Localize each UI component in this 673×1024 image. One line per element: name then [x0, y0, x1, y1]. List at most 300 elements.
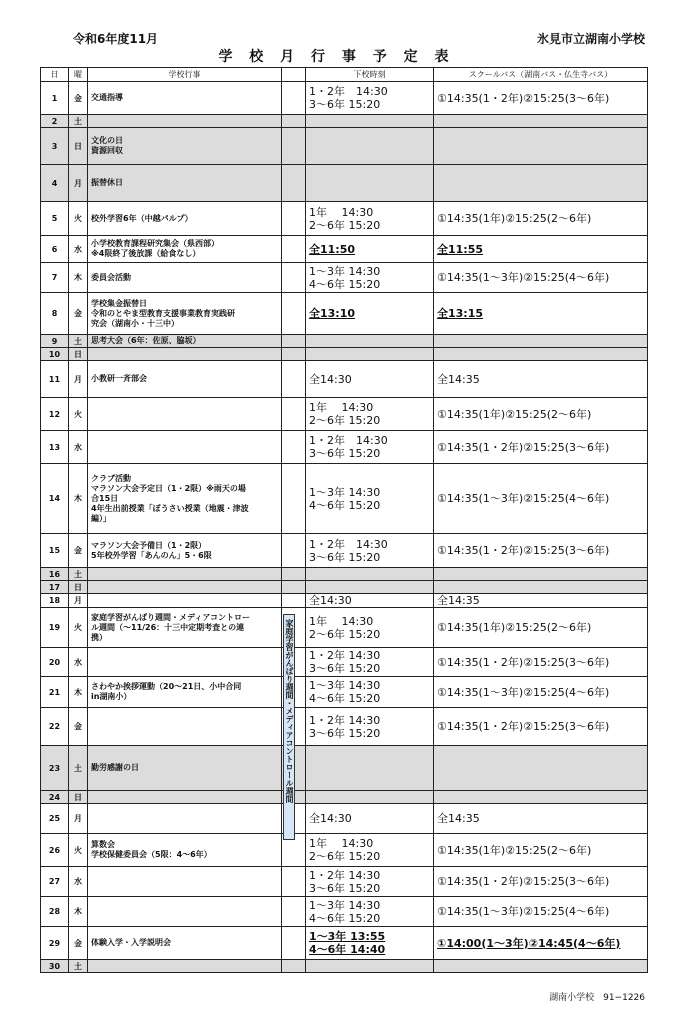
event-cell	[88, 791, 282, 804]
col-header-day: 日	[41, 68, 69, 82]
dismissal-cell	[306, 608, 434, 648]
day-cell	[41, 464, 69, 534]
day-cell	[41, 361, 69, 398]
dow-cell	[69, 128, 88, 165]
dow-cell-text: 水	[74, 657, 82, 667]
dow-cell-text: 火	[74, 623, 82, 632]
bus-cell-text: ①14:35(1・2年)②15:25(3〜6年)	[437, 544, 610, 557]
table-row	[41, 608, 648, 648]
bus-cell	[434, 897, 648, 927]
dow-cell-text: 土	[74, 763, 82, 773]
dow-cell	[69, 960, 88, 973]
day-cell-text: 3	[51, 141, 58, 151]
dismissal-cell-text: 全13:10	[309, 307, 356, 320]
bus-cell	[434, 834, 648, 867]
bus-cell-text: 全11:55	[437, 242, 484, 256]
dow-cell-text: 火	[74, 845, 82, 855]
bus-cell-text: ①14:35(1〜3年)②15:25(4〜6年)	[437, 271, 610, 284]
day-cell	[41, 834, 69, 867]
day-cell-text: 10	[48, 349, 61, 359]
bus-cell	[434, 236, 648, 263]
day-cell-text: 8	[51, 309, 58, 318]
dow-cell	[69, 746, 88, 791]
bus-cell-text: ①14:35(1〜3年)②15:25(4〜6年)	[437, 905, 610, 918]
table-row	[41, 165, 648, 202]
bus-cell	[434, 202, 648, 236]
dismissal-cell	[306, 82, 434, 115]
banner-cell	[282, 568, 306, 581]
table-row	[41, 398, 648, 431]
bus-cell	[434, 82, 648, 115]
table-row	[41, 927, 648, 960]
dow-cell	[69, 594, 88, 608]
dow-cell-text: 木	[74, 273, 82, 282]
day-cell	[41, 165, 69, 202]
dow-cell	[69, 608, 88, 648]
banner-cell	[282, 594, 306, 608]
table-row	[41, 791, 648, 804]
bus-cell	[434, 464, 648, 534]
event-cell	[88, 398, 282, 431]
day-cell-text: 13	[48, 442, 61, 452]
dismissal-cell	[306, 897, 434, 927]
banner-cell	[282, 960, 306, 973]
event-cell	[88, 534, 282, 568]
bus-cell	[434, 791, 648, 804]
dismissal-cell	[306, 263, 434, 293]
day-cell-text: 18	[48, 596, 61, 605]
bus-cell-text: ①14:35(1年)②15:25(2〜6年)	[437, 212, 592, 225]
dismissal-cell-text: 1・2年 14:30 3〜6年 15:20	[309, 649, 381, 675]
dismissal-cell-text: 全14:30	[309, 372, 352, 386]
dismissal-cell	[306, 115, 434, 128]
bus-cell	[434, 804, 648, 834]
dow-cell-text: 金	[74, 93, 82, 103]
dow-cell-text: 土	[74, 569, 82, 579]
event-cell	[88, 677, 282, 708]
event-cell-text: 算数会 学校保健委員会（5限：4〜6年）	[91, 840, 212, 859]
bus-cell	[434, 677, 648, 708]
bus-cell	[434, 594, 648, 608]
bus-cell	[434, 960, 648, 973]
bus-cell-text: ①14:35(1・2年)②15:25(3〜6年)	[437, 720, 610, 733]
dismissal-cell	[306, 165, 434, 202]
event-cell	[88, 897, 282, 927]
table-row	[41, 867, 648, 897]
bus-cell	[434, 746, 648, 791]
table-row	[41, 263, 648, 293]
dow-cell-text: 水	[74, 442, 82, 452]
event-cell	[88, 464, 282, 534]
day-cell-text: 21	[48, 687, 61, 697]
day-cell-text: 11	[48, 374, 61, 384]
dow-cell	[69, 165, 88, 202]
day-cell	[41, 568, 69, 581]
bus-cell	[434, 398, 648, 431]
dismissal-cell	[306, 581, 434, 594]
dow-cell-text: 日	[74, 792, 82, 802]
banner-cell	[282, 348, 306, 361]
banner-text: 家庭学習がんばり週間・メディアコントロール週間	[285, 619, 294, 803]
dow-cell-text: 日	[74, 349, 82, 359]
bus-cell	[434, 115, 648, 128]
dismissal-cell	[306, 335, 434, 348]
event-cell	[88, 293, 282, 335]
schedule-table	[40, 67, 648, 973]
dow-cell	[69, 236, 88, 263]
event-cell-text: 思考大会（6年：佐原、脇坂）	[91, 336, 201, 345]
event-cell	[88, 927, 282, 960]
dow-cell	[69, 431, 88, 464]
dow-cell	[69, 361, 88, 398]
table-row	[41, 534, 648, 568]
dismissal-cell-text: 1・2年 14:30 3〜6年 15:20	[309, 713, 381, 740]
event-cell	[88, 361, 282, 398]
page-title: 学 校 月 行 事 予 定 表	[218, 49, 455, 65]
event-cell-text: 学校集金振替日 令和のとやま型教育支援事業教育実践研 究会（湖南小・十三中）	[91, 298, 235, 328]
event-cell	[88, 115, 282, 128]
event-cell-text: 振替休日	[91, 178, 123, 187]
event-cell	[88, 594, 282, 608]
event-cell-text: 小学校教育課程研究集会（県西部） ※4限終了後放課（給食なし）	[91, 239, 219, 258]
dow-cell-text: 火	[74, 409, 82, 419]
bus-cell	[434, 568, 648, 581]
day-cell-text: 16	[48, 569, 61, 579]
event-cell	[88, 128, 282, 165]
dismissal-cell	[306, 348, 434, 361]
dismissal-cell	[306, 791, 434, 804]
dow-cell	[69, 115, 88, 128]
dismissal-cell-text: 全14:30	[309, 594, 352, 607]
bus-cell	[434, 335, 648, 348]
banner-cell	[282, 897, 306, 927]
event-cell-text: 家庭学習がんばり週間・メディアコントロー ル週間（〜11/26：十三中定期考査との連 携）	[91, 612, 250, 642]
day-cell-text: 26	[48, 845, 61, 855]
day-cell	[41, 648, 69, 677]
day-cell-text: 22	[48, 722, 61, 731]
dismissal-cell	[306, 128, 434, 165]
dow-cell	[69, 263, 88, 293]
day-cell	[41, 804, 69, 834]
event-cell	[88, 431, 282, 464]
bus-cell-text: ①14:35(1年)②15:25(2〜6年)	[437, 843, 592, 857]
bus-cell	[434, 348, 648, 361]
event-cell	[88, 608, 282, 648]
dow-cell-text: 土	[74, 961, 82, 971]
dow-cell-text: 木	[74, 687, 82, 697]
table-row	[41, 677, 648, 708]
event-cell-text: クラブ活動 マラソン大会予定日（1・2限）※雨天の場 合15日 4年生出前授業「ぼうさい授業（地震・津波 編）」	[91, 473, 249, 523]
bus-cell-text: ①14:00(1〜3年)②14:45(4〜6年)	[437, 936, 621, 950]
bus-cell	[434, 608, 648, 648]
school-name: 氷見市立湖南小学校	[536, 32, 645, 46]
day-cell	[41, 534, 69, 568]
dismissal-cell	[306, 960, 434, 973]
table-row	[41, 464, 648, 534]
dow-cell	[69, 927, 88, 960]
event-cell	[88, 708, 282, 746]
dow-cell	[69, 398, 88, 431]
day-cell	[41, 581, 69, 594]
dismissal-cell-text: 1年 14:30 2〜6年 15:20	[309, 205, 381, 232]
dismissal-cell-text: 1・2年 14:30 3〜6年 15:20	[309, 537, 388, 564]
bus-cell	[434, 534, 648, 568]
dow-cell-text: 土	[74, 336, 82, 346]
day-cell-text: 14	[48, 494, 61, 503]
dow-cell-text: 木	[74, 494, 82, 503]
bus-cell	[434, 263, 648, 293]
day-cell	[41, 677, 69, 708]
dismissal-cell	[306, 867, 434, 897]
banner-cell	[282, 263, 306, 293]
bus-cell	[434, 361, 648, 398]
banner-cell	[282, 115, 306, 128]
day-cell	[41, 128, 69, 165]
table-row	[41, 897, 648, 927]
bus-cell-text: ①14:35(1・2年)②15:25(3〜6年)	[437, 655, 610, 669]
dow-cell	[69, 82, 88, 115]
day-cell-text: 19	[48, 623, 61, 632]
event-cell	[88, 834, 282, 867]
dismissal-cell	[306, 927, 434, 960]
event-cell	[88, 236, 282, 263]
period-label: 令和6年度11月	[73, 32, 159, 46]
dow-cell-text: 月	[74, 596, 82, 605]
dow-cell	[69, 867, 88, 897]
day-cell-text: 27	[48, 877, 61, 886]
bus-cell	[434, 648, 648, 677]
day-cell	[41, 202, 69, 236]
bus-cell-text: ①14:35(1年)②15:25(2〜6年)	[437, 621, 592, 634]
dismissal-cell-text: 1年 14:30 2〜6年 15:20	[309, 837, 381, 863]
dismissal-cell	[306, 293, 434, 335]
dismissal-cell	[306, 648, 434, 677]
dismissal-cell	[306, 594, 434, 608]
banner-cell	[282, 335, 306, 348]
dismissal-cell-text: 1・2年 14:30 3〜6年 15:20	[309, 868, 381, 895]
dismissal-cell	[306, 431, 434, 464]
bus-cell-text: ①14:35(1〜3年)②15:25(4〜6年)	[437, 492, 610, 505]
dow-cell	[69, 897, 88, 927]
day-cell-text: 25	[48, 814, 61, 823]
day-cell	[41, 236, 69, 263]
dismissal-cell-text: 1〜3年 14:30 4〜6年 15:20	[309, 264, 381, 291]
dow-cell-text: 水	[74, 244, 82, 254]
bus-cell-text: ①14:35(1〜3年)②15:25(4〜6年)	[437, 685, 610, 699]
bus-cell-text: 全14:35	[437, 812, 480, 825]
day-cell	[41, 791, 69, 804]
bus-cell-text: ①14:35(1年)②15:25(2〜6年)	[437, 407, 592, 421]
dow-cell	[69, 464, 88, 534]
day-cell-text: 24	[48, 792, 61, 802]
event-cell-text: 小教研一斉部会	[91, 374, 147, 383]
dow-cell-text: 金	[74, 546, 82, 555]
banner-cell	[282, 165, 306, 202]
dow-cell	[69, 804, 88, 834]
day-cell	[41, 746, 69, 791]
dow-cell-text: 月	[74, 814, 82, 823]
dow-cell	[69, 791, 88, 804]
event-cell-text: さわやか挨拶運動（20〜21日、小中合同 in湖南小）	[91, 682, 242, 701]
event-cell	[88, 581, 282, 594]
dismissal-cell	[306, 804, 434, 834]
dow-cell	[69, 648, 88, 677]
event-cell	[88, 960, 282, 973]
event-cell	[88, 804, 282, 834]
event-cell	[88, 165, 282, 202]
banner-cell	[282, 581, 306, 594]
footer-contact: 湖南小学校 91−1226	[549, 993, 645, 1003]
dismissal-cell-text: 1〜3年 13:55 4〜6年 14:40	[309, 930, 386, 956]
banner-cell	[282, 128, 306, 165]
col-header-dismissal: 下校時刻	[306, 68, 434, 82]
table-row	[41, 568, 648, 581]
bus-cell	[434, 867, 648, 897]
dismissal-cell	[306, 534, 434, 568]
table-row	[41, 128, 648, 165]
dow-cell-text: 金	[74, 722, 82, 731]
day-cell-text: 23	[48, 763, 61, 773]
dow-cell-text: 日	[74, 141, 82, 151]
dow-cell-text: 金	[74, 309, 82, 318]
banner-cell	[282, 927, 306, 960]
table-row	[41, 834, 648, 867]
dow-cell-text: 日	[74, 582, 82, 592]
dow-cell	[69, 581, 88, 594]
dismissal-cell	[306, 677, 434, 708]
event-cell	[88, 348, 282, 361]
day-cell	[41, 960, 69, 973]
dow-cell	[69, 677, 88, 708]
day-cell-text: 7	[51, 273, 58, 282]
bus-cell-text: ①14:35(1・2年)②15:25(3〜6年)	[437, 91, 610, 105]
dow-cell	[69, 348, 88, 361]
dismissal-cell	[306, 202, 434, 236]
event-cell	[88, 867, 282, 897]
day-cell	[41, 263, 69, 293]
dow-cell-text: 月	[74, 178, 82, 188]
table-row	[41, 361, 648, 398]
banner-cell	[282, 236, 306, 263]
day-cell	[41, 867, 69, 897]
table-row	[41, 335, 648, 348]
table-row	[41, 648, 648, 677]
day-cell-text: 15	[48, 546, 61, 555]
table-row	[41, 594, 648, 608]
dow-cell-text: 水	[74, 877, 82, 886]
banner-cell	[282, 293, 306, 335]
bus-cell	[434, 293, 648, 335]
day-cell-text: 5	[51, 214, 58, 223]
dismissal-cell-text: 1・2年 14:30 3〜6年 15:20	[309, 434, 388, 460]
col-header-dow: 曜	[69, 68, 88, 82]
event-cell-text: マラソン大会予備日（1・2限） 5年校外学習「あんのん」5・6限	[91, 540, 212, 560]
bus-cell	[434, 431, 648, 464]
dismissal-cell	[306, 398, 434, 431]
bus-cell	[434, 708, 648, 746]
bus-cell	[434, 581, 648, 594]
banner-cell	[282, 534, 306, 568]
dismissal-cell-text: 1〜3年 14:30 4〜6年 15:20	[309, 679, 381, 705]
bus-cell-text: ①14:35(1・2年)②15:25(3〜6年)	[437, 875, 610, 888]
table-row	[41, 804, 648, 834]
day-cell	[41, 897, 69, 927]
dismissal-cell	[306, 236, 434, 263]
day-cell-text: 2	[51, 116, 58, 126]
day-cell-text: 17	[48, 582, 61, 592]
dismissal-cell-text: 1年 14:30 2〜6年 15:20	[309, 614, 381, 641]
dismissal-cell	[306, 568, 434, 581]
table-row	[41, 202, 648, 236]
day-cell-text: 29	[48, 938, 61, 948]
event-cell-text: 勤労感謝の日	[91, 763, 139, 772]
dismissal-cell-text: 全14:30	[309, 812, 352, 825]
study-week-banner	[283, 614, 295, 840]
table-row	[41, 708, 648, 746]
day-cell	[41, 594, 69, 608]
event-cell	[88, 202, 282, 236]
dismissal-cell	[306, 708, 434, 746]
table-row	[41, 115, 648, 128]
bus-cell	[434, 927, 648, 960]
dismissal-cell-text: 全11:50	[309, 242, 356, 256]
col-header-event: 学校行事	[88, 68, 282, 82]
day-cell-text: 4	[51, 178, 58, 188]
event-cell	[88, 263, 282, 293]
dow-cell-text: 月	[74, 374, 82, 384]
bus-cell	[434, 128, 648, 165]
day-cell	[41, 608, 69, 648]
day-cell	[41, 335, 69, 348]
event-cell	[88, 568, 282, 581]
bus-cell-text: 全14:35	[437, 594, 480, 607]
day-cell	[41, 927, 69, 960]
event-cell	[88, 335, 282, 348]
day-cell	[41, 398, 69, 431]
event-cell-text: 委員会活動	[91, 272, 131, 282]
table-row	[41, 746, 648, 791]
event-cell-text: 文化の日 資源回収	[91, 136, 123, 155]
day-cell-text: 30	[48, 961, 61, 971]
dow-cell	[69, 708, 88, 746]
day-cell	[41, 708, 69, 746]
banner-cell	[282, 464, 306, 534]
event-cell-text: 校外学習6年（中越パルプ）	[91, 213, 193, 223]
table-row	[41, 431, 648, 464]
col-header-bus: スクールバス（湖南バス・仏生寺バス）	[434, 68, 648, 82]
table-row	[41, 348, 648, 361]
dow-cell	[69, 534, 88, 568]
banner-cell	[282, 361, 306, 398]
bus-cell-text: 全14:35	[437, 372, 480, 386]
table-row	[41, 293, 648, 335]
day-cell-text: 9	[51, 336, 58, 346]
table-header-row	[41, 68, 648, 82]
table-row	[41, 581, 648, 594]
banner-cell	[282, 398, 306, 431]
dow-cell-text: 木	[74, 907, 82, 916]
dismissal-cell-text: 1・2年 14:30 3〜6年 15:20	[309, 85, 388, 111]
col-header-banner	[282, 68, 306, 82]
dismissal-cell	[306, 746, 434, 791]
day-cell	[41, 82, 69, 115]
banner-cell	[282, 82, 306, 115]
table-row	[41, 236, 648, 263]
event-cell	[88, 746, 282, 791]
dismissal-cell	[306, 464, 434, 534]
event-cell-text: 体験入学・入学説明会	[91, 938, 171, 947]
dow-cell	[69, 293, 88, 335]
